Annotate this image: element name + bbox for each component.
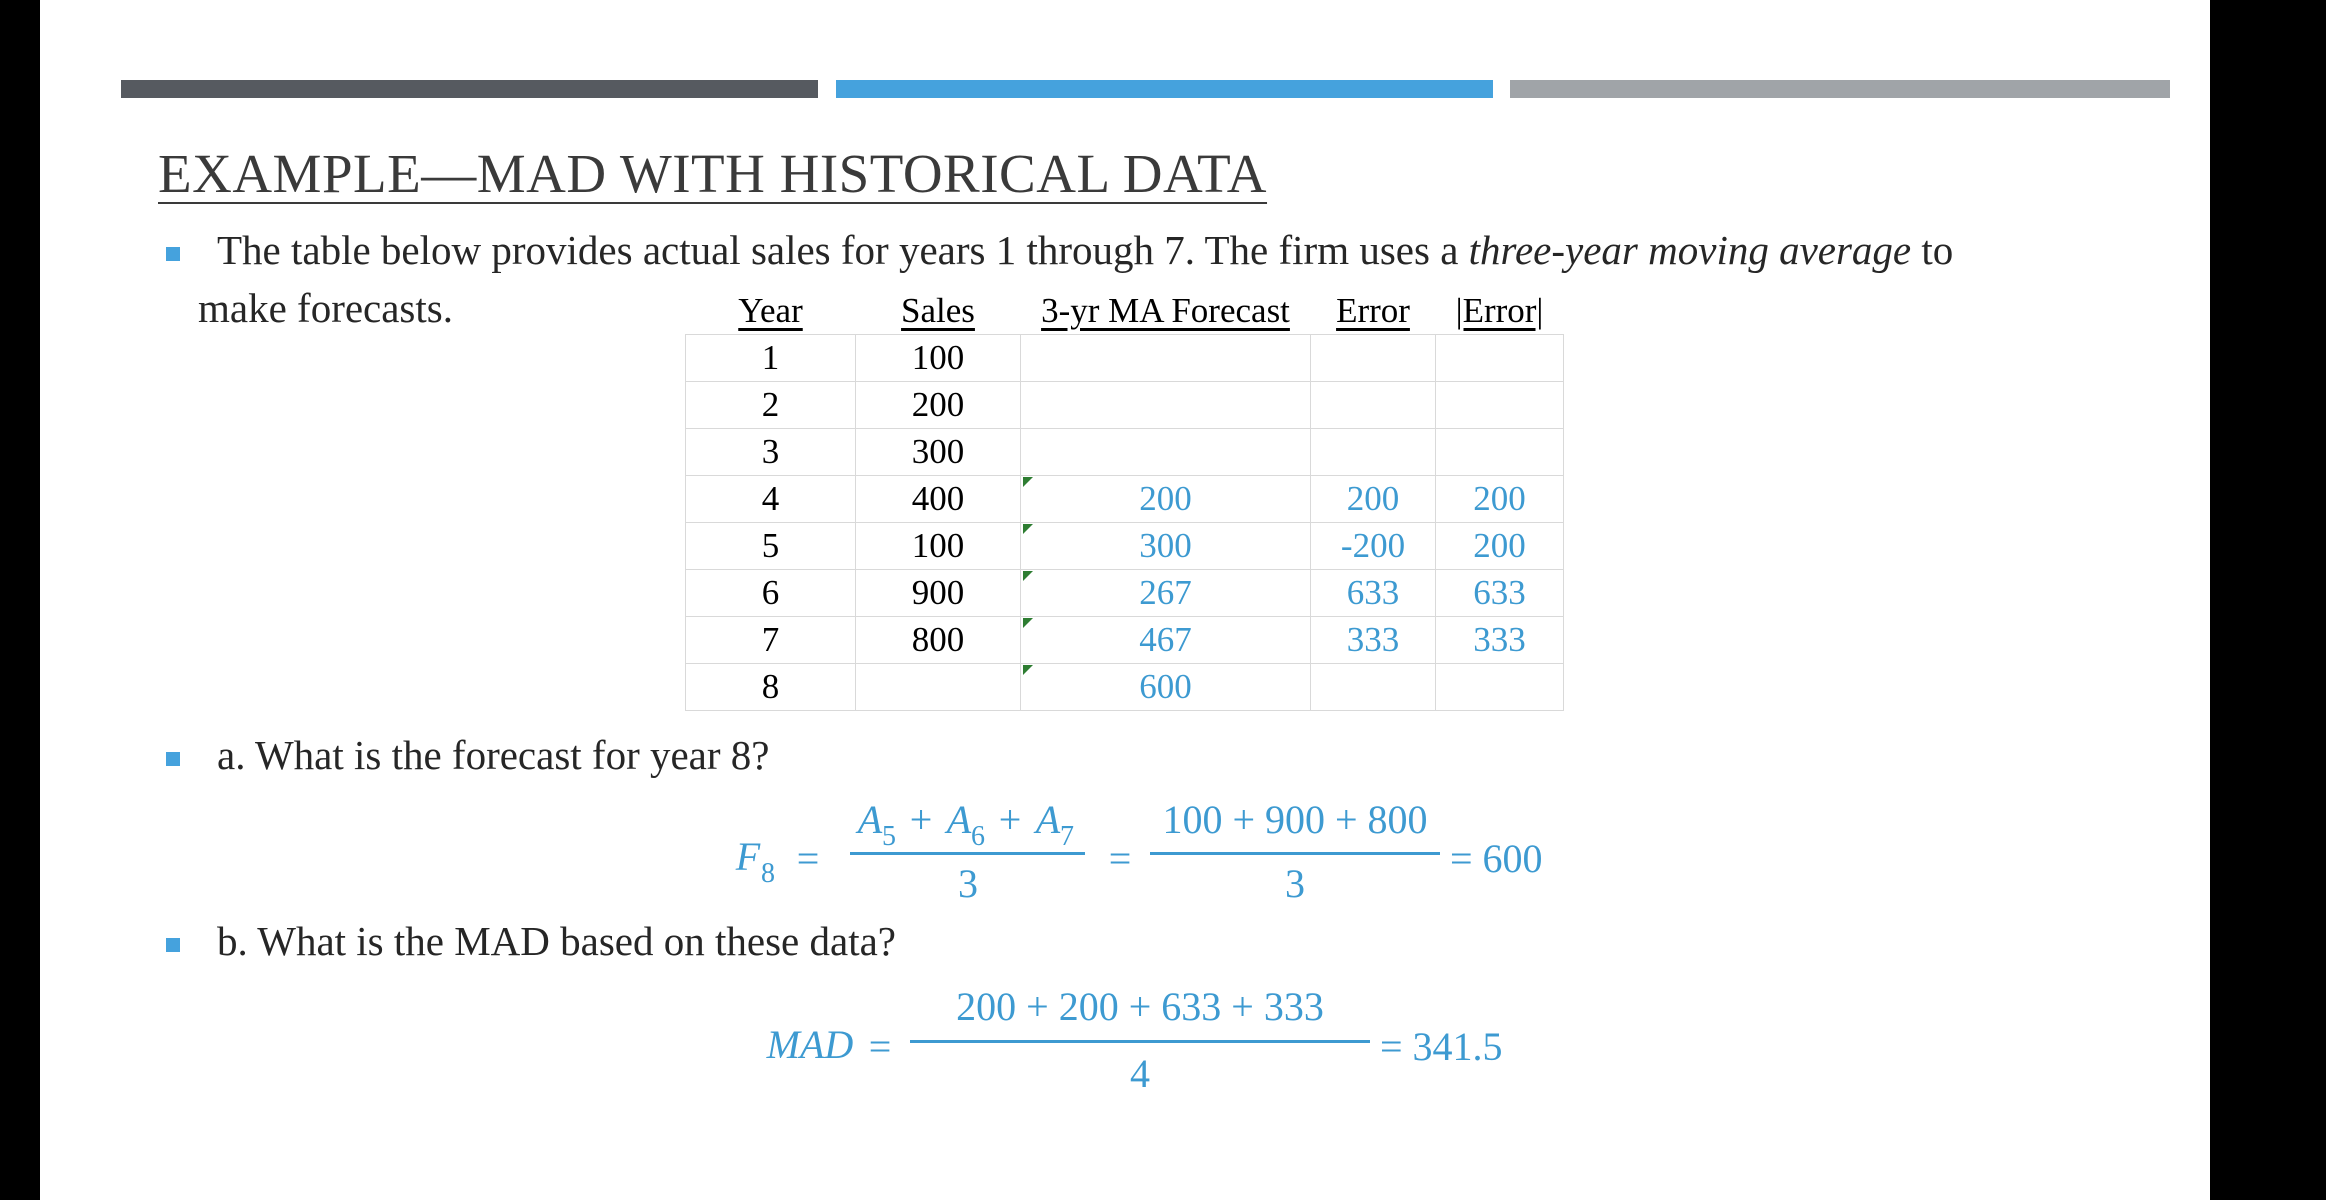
intro-line-2: make forecasts. xyxy=(198,285,453,331)
cell-error: 200 xyxy=(1311,476,1436,523)
fa-den-2: 3 xyxy=(1285,861,1305,906)
fa-num-a-sub: 5 xyxy=(882,821,896,852)
header-forecast: 3-yr MA Forecast xyxy=(1021,288,1311,335)
cell-sales: 800 xyxy=(856,617,1021,664)
cell-forecast xyxy=(1021,335,1311,382)
fb-result: = 341.5 xyxy=(1380,1024,1503,1069)
cell-forecast-value: 267 xyxy=(1139,573,1192,612)
fa-eq-1: = xyxy=(796,836,820,881)
fa-num-b: A xyxy=(946,797,972,842)
header-bar-blue xyxy=(836,80,1493,98)
fa-num-2: 100 + 900 + 800 xyxy=(1162,797,1428,842)
cell-year: 4 xyxy=(686,476,856,523)
bullet-square-icon xyxy=(166,752,180,766)
table-row xyxy=(686,335,1564,382)
formula-mad xyxy=(750,980,1570,1100)
intro-line-1 xyxy=(217,226,1953,274)
table-row xyxy=(686,570,1564,617)
cell-forecast xyxy=(1021,570,1311,617)
cell-sales: 900 xyxy=(856,570,1021,617)
cell-error: -200 xyxy=(1311,523,1436,570)
slide xyxy=(40,0,2210,1200)
sales-table xyxy=(685,288,1564,711)
fa-num-b-sub: 6 xyxy=(971,821,985,852)
cell-sales xyxy=(856,664,1021,711)
cell-year: 5 xyxy=(686,523,856,570)
cell-sales: 300 xyxy=(856,429,1021,476)
intro-text-emphasis: three-year moving average xyxy=(1468,227,1912,273)
cell-year: 3 xyxy=(686,429,856,476)
header-sales: Sales xyxy=(856,288,1021,335)
cell-year: 8 xyxy=(686,664,856,711)
fa-fraction-bar-2 xyxy=(1150,852,1440,855)
fb-den: 4 xyxy=(1130,1051,1150,1096)
cell-abs-error: 200 xyxy=(1436,476,1564,523)
fb-fraction-bar xyxy=(910,1040,1370,1043)
fa-den-1: 3 xyxy=(958,861,978,906)
cell-abs-error: 200 xyxy=(1436,523,1564,570)
cell-note-triangle-icon xyxy=(1023,665,1033,675)
cell-forecast-value: 600 xyxy=(1139,667,1192,706)
fa-num-c-sub: 7 xyxy=(1060,821,1074,852)
fa-lhs-sub: 8 xyxy=(761,858,775,889)
table-row xyxy=(686,617,1564,664)
cell-forecast xyxy=(1021,664,1311,711)
table-row xyxy=(686,382,1564,429)
table-row xyxy=(686,664,1564,711)
cell-error: 333 xyxy=(1311,617,1436,664)
bullet-square-icon xyxy=(166,247,180,261)
cell-forecast-value: 300 xyxy=(1139,526,1192,565)
cell-abs-error: 333 xyxy=(1436,617,1564,664)
cell-abs-error xyxy=(1436,335,1564,382)
fb-eq: = xyxy=(868,1024,892,1069)
table-row xyxy=(686,476,1564,523)
cell-note-triangle-icon xyxy=(1023,571,1033,581)
cell-forecast-value: 467 xyxy=(1139,620,1192,659)
cell-sales: 200 xyxy=(856,382,1021,429)
fa-eq-2: = xyxy=(1108,836,1132,881)
header-year: Year xyxy=(686,288,856,335)
cell-forecast xyxy=(1021,523,1311,570)
cell-sales: 100 xyxy=(856,335,1021,382)
question-a: a. What is the forecast for year 8? xyxy=(217,732,770,778)
table-header-row xyxy=(686,288,1564,335)
fa-result: = 600 xyxy=(1450,836,1543,881)
slide-title: EXAMPLE—MAD WITH HISTORICAL DATA xyxy=(158,143,1268,204)
cell-forecast xyxy=(1021,429,1311,476)
intro-text-post: to xyxy=(1911,227,1954,273)
cell-year: 2 xyxy=(686,382,856,429)
cell-abs-error: 633 xyxy=(1436,570,1564,617)
cell-sales: 100 xyxy=(856,523,1021,570)
header-abs-error: |Error| xyxy=(1436,288,1564,335)
fa-fraction-bar-1 xyxy=(850,852,1085,855)
cell-abs-error xyxy=(1436,429,1564,476)
header-bar-dark xyxy=(121,80,818,98)
cell-forecast xyxy=(1021,476,1311,523)
cell-error xyxy=(1311,382,1436,429)
cell-abs-error xyxy=(1436,664,1564,711)
header-error: Error xyxy=(1311,288,1436,335)
cell-year: 1 xyxy=(686,335,856,382)
fa-plus-2: + xyxy=(998,797,1022,842)
table-row xyxy=(686,429,1564,476)
intro-text-pre: The table below provides actual sales for years 1 through 7. The firm uses a xyxy=(217,227,1469,273)
fa-num-c: A xyxy=(1035,797,1061,842)
header-bar-gray xyxy=(1510,80,2170,98)
fa-num-a: A xyxy=(857,797,883,842)
cell-forecast xyxy=(1021,382,1311,429)
cell-note-triangle-icon xyxy=(1023,524,1033,534)
cell-year: 7 xyxy=(686,617,856,664)
cell-year: 6 xyxy=(686,570,856,617)
fa-plus-1: + xyxy=(909,797,933,842)
fb-num: 200 + 200 + 633 + 333 xyxy=(956,984,1324,1029)
cell-forecast-value: 200 xyxy=(1139,479,1192,518)
cell-forecast xyxy=(1021,617,1311,664)
cell-error xyxy=(1311,335,1436,382)
bullet-square-icon xyxy=(166,938,180,952)
cell-error xyxy=(1311,429,1436,476)
table-row xyxy=(686,523,1564,570)
cell-error xyxy=(1311,664,1436,711)
fb-lhs: MAD xyxy=(766,1022,854,1067)
cell-note-triangle-icon xyxy=(1023,618,1033,628)
cell-abs-error xyxy=(1436,382,1564,429)
formula-forecast-year-8 xyxy=(700,790,1600,910)
question-b: b. What is the MAD based on these data? xyxy=(217,918,896,964)
cell-sales: 400 xyxy=(856,476,1021,523)
cell-error: 633 xyxy=(1311,570,1436,617)
cell-note-triangle-icon xyxy=(1023,477,1033,487)
fa-lhs-letter: F xyxy=(735,834,761,879)
